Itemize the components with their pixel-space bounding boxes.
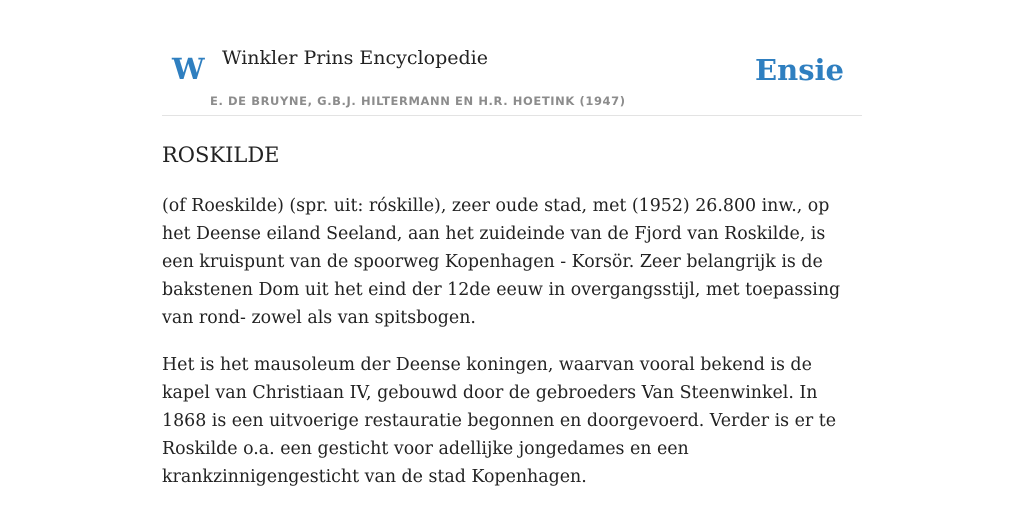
brand-logo[interactable]: Ensie xyxy=(755,53,844,87)
source-authors: E. DE BRUYNE, G.B.J. HILTERMANN EN H.R. HOETINK (1947) xyxy=(210,94,626,108)
source-logo[interactable]: W xyxy=(172,52,205,86)
entry-body xyxy=(162,192,862,510)
source-title[interactable]: Winkler Prins Encyclopedie xyxy=(222,47,488,69)
entry-paragraph: Het is het mausoleum der Deense koningen, waarvan vooral bekend is de kapel van Christiaan IV, gebouwd door de gebroeders Van Steenwinkel. In 1868 is een uitvoerige restauratie begonnen en doorgevoerd. Verder is er te Roskilde o.a. een gesticht voor adellijke jongedames en een krankzinnigengesticht van de stad Kopenhagen. xyxy=(162,355,837,487)
source-header xyxy=(162,0,862,116)
page xyxy=(162,0,862,512)
entry-paragraph: (of Roeskilde) (spr. uit: róskille), zeer oude stad, met (1952) 26.800 inw., op het Deense eiland Seeland, aan het zuideinde van de Fjord van Roskilde, is een kruispunt van de spoorweg Kopenhagen - Korsör. Zeer belangrijk is de bakstenen Dom uit het eind der 12de eeuw in overgangsstijl, met toepassing van rond- zowel als van spitsbogen. xyxy=(162,196,841,328)
entry-title: ROSKILDE xyxy=(162,143,280,167)
